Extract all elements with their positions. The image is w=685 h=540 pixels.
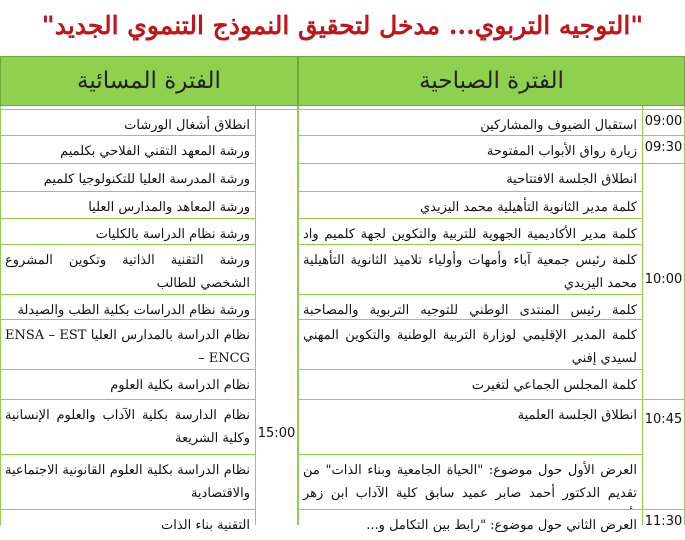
morning-time: 10:00 [644,272,683,287]
morning-row: كلمة مدير الأكاديمية الجهوية للتربية والتكوين لجهة كلميم واد [298,219,642,245]
morning-time: 10:45 [644,412,683,427]
morning-time: 09:30 [644,140,683,155]
morning-header: الفترة الصباحية [298,56,685,106]
evening-time: 15:00 [257,426,296,441]
evening-row: انطلاق أشغال الورشات [0,110,255,136]
grid-line [297,106,299,525]
grid-line [642,399,685,400]
evening-header: الفترة المسائية [0,56,298,106]
morning-row: كلمة المجلس الجماعي لتغيرت [298,370,642,400]
morning-row: انطلاق الجلسة العلمية [298,400,642,455]
morning-row: كلمة المدير الإقليمي لوزارة التربية الوطنية والتكوين المهني لسيدي إفني [298,320,642,370]
evening-row: نظام الدراسة بكلية العلوم [0,370,255,400]
evening-row: ورشة نظام الدراسات بكلية الطب والصيدلة [0,295,255,320]
grid-line [0,106,1,525]
morning-time: 11:30 [644,514,683,529]
page-title: "التوجيه التربوي... مدخل لتحقيق النموذج التنموي الجديد" [41,11,644,40]
grid-line [642,509,685,510]
grid-line [642,135,685,136]
grid-line [642,106,643,525]
grid-line [642,163,685,164]
morning-time: 09:00 [644,114,683,129]
morning-row: استقبال الضيوف والمشاركين [298,110,642,136]
evening-row: ورشة المدرسة العليا للتكنولوجيا كلميم [0,164,255,192]
evening-row: نظام الدارسة بكلية الآداب والعلوم الإنسانية وكلية الشريعة [0,400,255,455]
morning-row: كلمة مدير الثانوية التأهيلية محمد اليزيدي [298,192,642,219]
morning-row: كلمة رئيس جمعية آباء وأمهات وأولياء تلاميذ الثانوية التأهيلية محمد اليزيدي [298,245,642,295]
morning-row: العرض الثاني حول موضوع: "رابط بين التكامل و... [366,518,637,533]
morning-row: العرض الأول حول موضوع: "الحياة الجامعية وبناء الذات" من تقديم الدكتور أحمد صابر عميد سابق كلية الآداب ابن زهر [298,455,642,510]
morning-row: انطلاق الجلسة الافتتاحية [298,164,642,192]
evening-row: نظام الدراسة بكلية العلوم القانونية الاجتماعية والاقتصادية [0,455,255,510]
evening-row: ورشة التقنية الذاتية وتكوين المشروع الشخصي للطالب [0,245,255,295]
evening-row: ورشة نظام الدراسة بالكليات [0,219,255,245]
morning-row: كلمة رئيس المنتدى الوطني للتوجيه التربوية والمصاحبة [298,295,642,320]
evening-row: نظام الدراسة بالمدارس العليا ENSA – EST – ENCG [0,320,255,370]
evening-row: التقنية بناء الذات [160,518,250,533]
morning-row: زيارة رواق الأبواب المفتوحة [298,136,642,164]
grid-line [255,106,256,525]
evening-row: ورشة المعهد التقني الفلاحي بكلميم [0,136,255,164]
grid-line [0,109,685,110]
evening-row: ورشة المعاهد والمدارس العليا [0,192,255,219]
